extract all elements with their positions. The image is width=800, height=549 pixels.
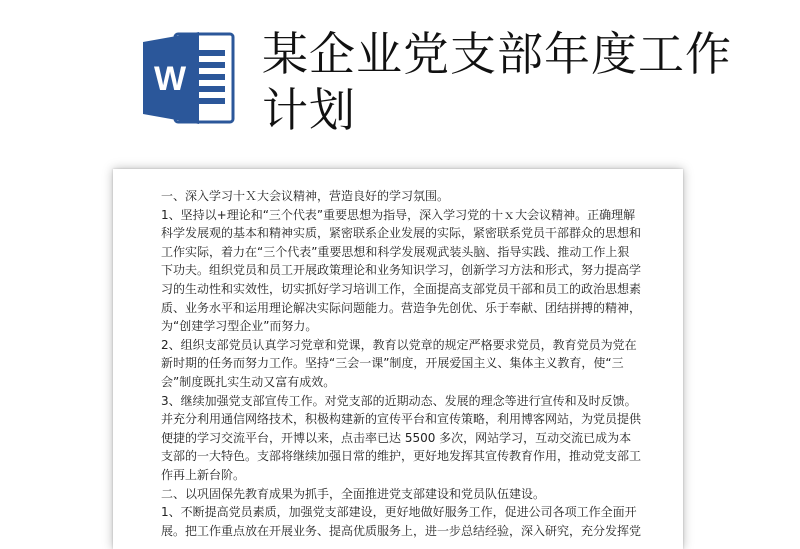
paragraph-1-1: 1、坚持以+理论和“三个代表”重要思想为指导，深入学习党的十ｘ大会议精神。正确理解科学发展观的基本和精神实质，紧密联系企业发展的实际，紧密联系党员干部群众的思想和工作实际，着力在“三个代表”重要思想和科学发展观武装头脑、指导实践、推动工作上狠下功夫。组织党员和员工开展政策理论和业务知识学习，创新学习方法和形式，努力提高学习的生动性和实效性，切实抓好学习培训工作，全面提高支部党员干部和员工的政治思想素质、业务水平和运用理论解决实际问题能力。营造争先创优、乐于奉献、团结拼搏的精神，为“创建学习型企业”而努力。 [161,207,642,334]
word-icon-letter: W [153,60,187,98]
document-body [161,187,641,540]
document-header [0,0,800,165]
paragraph-heading-1: 一、深入学习十Ｘ大会议精神，营造良好的学习氛围。 [161,189,450,203]
word-document-icon [141,28,237,128]
paragraph-heading-2: 二、以巩固保先教育成果为抓手，全面推进党支部建设和党员队伍建设。 [161,486,546,501]
paragraph-1-3: 3、继续加强党支部宣传工作。对党支部的近期动态、发展的理念等进行宣传和及时反馈。并充分利用通信网络技术，积极构建新的宣传平台和宣传策略，利用博客网站，为党员提供便捷的学习交流平台，开博以来，点击率已达 5500 多次，网站学习，互动交流已成为本支部的一大特色。支部将继续加强日常的维护，更好地发挥其宣传教育作用，推动党支部工作再上新台阶。 [161,393,642,482]
paragraph-1-2: 2、组织支部党员认真学习党章和党课，教育以党章的规定严格要求党员，教育党员为党在新时期的任务而努力工作。坚持“三会一课”制度，开展爱国主义、集体主义教育，使“三会”制度既扎实生动又富有成效。 [161,337,637,389]
paragraph-2-1: 1、不断提高党员素质，加强党支部建设，更好地做好服务工作，促进公司各项工作全面开展。把工作重点放在开展业务、提高优质服务上，进一步总结经验，深入研究，充分发挥党 [161,505,642,538]
document-title: 某企业党支部年度工作计划 [262,27,732,137]
document-preview-area [0,165,800,538]
document-page [113,169,683,549]
